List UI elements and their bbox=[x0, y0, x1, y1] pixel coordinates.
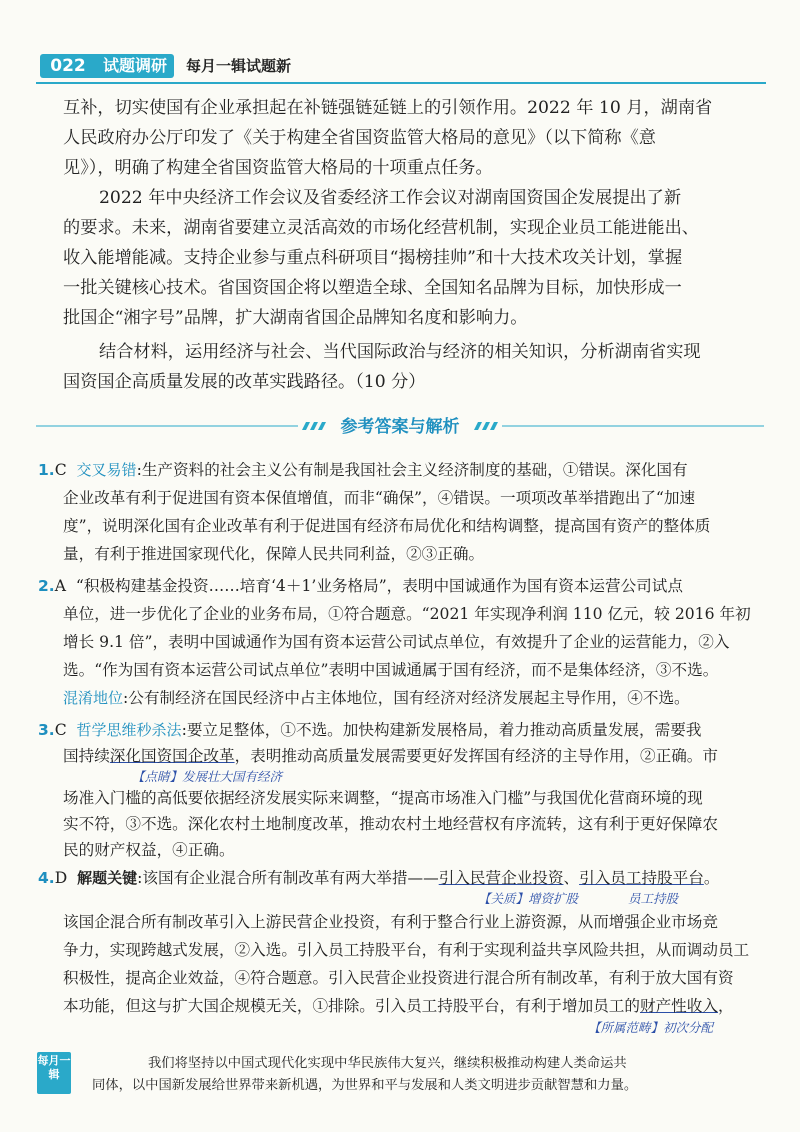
answer-3-line: 国持续深化国资国企改革，表明推动高质量发展需要更好发挥国有经济的主导作用，②正确。市 bbox=[63, 747, 718, 765]
answer-1-letter: C bbox=[54, 461, 67, 479]
answers-title-bar bbox=[0, 412, 800, 442]
answer-4-line: 4.D 解题关键:该国有企业混合所有制改革有两大举措——引入民营企业投资、引入员工持股平台。 bbox=[38, 869, 720, 887]
answer-1-number: 1. bbox=[38, 461, 55, 479]
answer-2-line: 选。“作为国有资本运营公司试点单位”表明中国诚通属于国有经济，而不是集体经济，③不选。 bbox=[63, 661, 719, 679]
material-line: 收入能增能减。支持企业参与重点科研项目“揭榜挂帅”和十大技术攻关计划，掌握 bbox=[63, 248, 683, 268]
answer-2-line: 2.A “积极构建基金投资……培育‘4＋1’业务格局”，表明中国诚通作为国有资本运营公司试点 bbox=[38, 577, 683, 595]
question-line: 国资国企高质量发展的改革实践路径。（10 分） bbox=[63, 372, 426, 392]
footer-quote: 同体，以中国新发展给世界带来新机遇，为世界和平与发展和人类文明进步贡献智慧和力量。 bbox=[92, 1078, 638, 1093]
left-stripe-decoration bbox=[36, 422, 328, 430]
answer-4-line: 本功能，但这与扩大国企规模无关，①排除。引入员工持股平台，有利于增加员工的财产性收入， bbox=[63, 997, 734, 1015]
handwritten-note: 【所属范畴】初次分配 bbox=[588, 1020, 714, 1035]
answer-1-line: 企业改革有利于促进国有资本保值增值，而非“确保”，④错误。一项项改革举措跑出了“加速 bbox=[63, 489, 696, 507]
answer-2-letter: A bbox=[54, 577, 66, 595]
right-stripe-decoration bbox=[472, 422, 764, 430]
page-number: 022 bbox=[40, 54, 96, 78]
answer-4-line: 该国企混合所有制改革引入上游民营企业投资，有利于整合行业上游资源，从而增强企业市场竞 bbox=[63, 913, 718, 931]
material-line: 批国企“湘字号”品牌，扩大湖南省国企品牌知名度和影响力。 bbox=[63, 308, 528, 328]
handwritten-note: 【点睛】发展壮大国有经济 bbox=[132, 769, 283, 784]
answer-1-line: 度”，说明深化国有企业改革有利于促进国有经济布局优化和结构调整，提高国有资产的整体质 bbox=[63, 517, 711, 535]
handwritten-note: 【关质】增资扩股 bbox=[478, 891, 579, 906]
answers-title: 参考答案与解析 bbox=[340, 417, 460, 437]
header-subtitle: 每月一辑试题新 bbox=[186, 57, 292, 75]
answer-4-line: 积极性，提高企业效益，④符合题意。引入民营企业投资进行混合所有制改革，有利于放大国有资 bbox=[63, 969, 734, 987]
answer-3-line: 场准入门槛的高低要依据经济发展实际来调整，“提高市场准入门槛”与我国优化营商环境的现 bbox=[63, 789, 703, 807]
answer-3-letter: C bbox=[54, 721, 67, 739]
handwritten-note: 员工持股 bbox=[628, 891, 679, 906]
answer-4-label: 解题关键 bbox=[77, 869, 138, 887]
material-line: 一批关键核心技术。省国资国企将以塑造全球、全国知名品牌为目标，加快形成一 bbox=[63, 278, 682, 298]
answer-1-line: 量，有利于推进国家现代化，保障人民共同利益，②③正确。 bbox=[63, 545, 485, 563]
material-line: 见》），明确了构建全省国资监管大格局的十项重点任务。 bbox=[63, 158, 493, 178]
material-line: 人民政府办公厅印发了《关于构建全省国资监管大格局的意见》（以下简称《意 bbox=[63, 128, 656, 148]
answer-1-line: 1.C 交叉易错:生产资料的社会主义公有制是我国社会主义经济制度的基础，①错误。深化国有 bbox=[38, 461, 688, 479]
handwritten-underline: 财产性收入 bbox=[639, 997, 718, 1015]
material-line: 的要求。未来，湖南省要建立灵活高效的市场化经营机制，实现企业员工能进能出、 bbox=[63, 218, 699, 238]
page-header bbox=[30, 48, 770, 82]
answer-2-line: 单位，进一步优化了企业的业务布局，①符合题意。“2021 年实现净利润 110 亿元，较 2016 年初 bbox=[63, 605, 751, 623]
answer-1-label: 交叉易错 bbox=[76, 461, 137, 479]
answer-4-number: 4. bbox=[38, 869, 55, 887]
handwritten-underline: 引入员工持股平台 bbox=[579, 869, 704, 887]
section-title: 试题调研 bbox=[96, 54, 174, 78]
footer-quote: 我们将坚持以中国式现代化实现中华民族伟大复兴，继续积极推动构建人类命运共 bbox=[148, 1056, 627, 1071]
handwritten-underline: 深化国资国企改革 bbox=[109, 747, 235, 765]
answer-3-line: 实不符，③不选。深化农村土地制度改革，推动农村土地经营权有序流转，这有利于更好保障农 bbox=[63, 815, 718, 833]
handwritten-underline: 引入民营企业投资 bbox=[438, 869, 564, 887]
answer-4-letter: D bbox=[54, 869, 68, 887]
side-tab: 每月一辑 bbox=[37, 1052, 71, 1094]
answer-2-line: 增长 9.1 倍”，表明中国诚通作为国有资本运营公司试点单位，有效提升了企业的运营能力，②入 bbox=[63, 633, 730, 651]
answer-3-number: 3. bbox=[38, 721, 55, 739]
header-divider bbox=[36, 82, 766, 84]
material-line: 互补，切实使国有企业承担起在补链强链延链上的引领作用。2022 年 10 月，湖南省 bbox=[63, 98, 713, 118]
answer-2-number: 2. bbox=[38, 577, 55, 595]
material-line: 2022 年中央经济工作会议及省委经济工作会议对湖南国资国企发展提出了新 bbox=[99, 188, 682, 208]
answer-3-line: 3.C 哲学思维秒杀法:要立足整体，①不选。加快构建新发展格局，着力推动高质量发展，需要我 bbox=[38, 721, 702, 739]
answer-3-line: 民的财产权益，④正确。 bbox=[63, 841, 235, 859]
answer-2-line: 混淆地位:公有制经济在国民经济中占主体地位，国有经济对经济发展起主导作用，④不选。 bbox=[63, 689, 690, 707]
question-line: 结合材料，运用经济与社会、当代国际政治与经济的相关知识，分析湖南省实现 bbox=[99, 342, 701, 362]
answer-3-label: 哲学思维秒杀法 bbox=[76, 721, 182, 739]
answer-4-line: 争力，实现跨越式发展，②入选。引入员工持股平台，有利于实现利益共享风险共担，从而调动员工 bbox=[63, 941, 750, 959]
answer-2-label: 混淆地位 bbox=[63, 689, 124, 707]
